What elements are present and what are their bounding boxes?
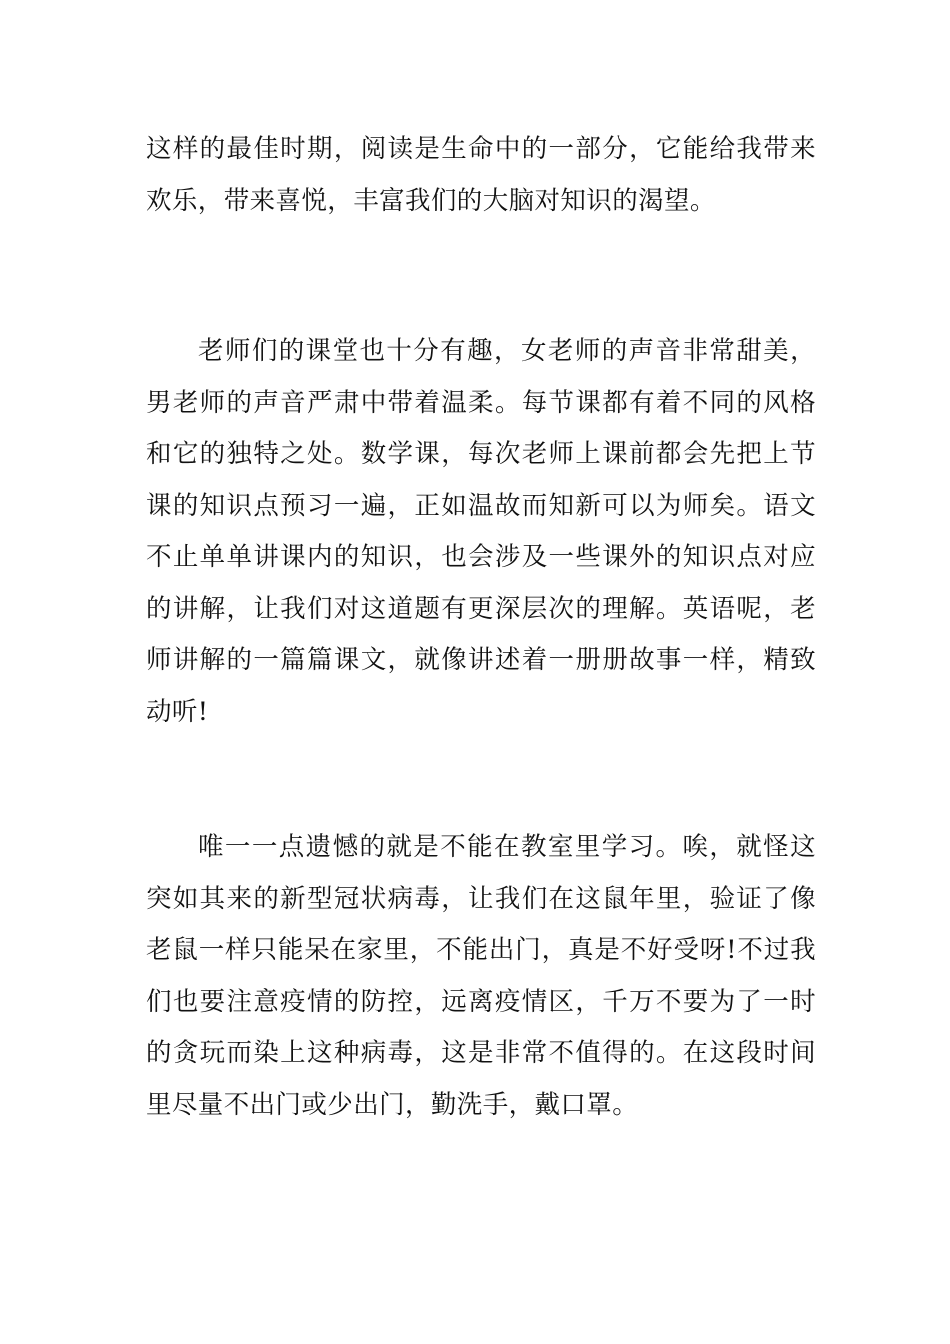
paragraph-classroom: 老师们的课堂也十分有趣，女老师的声音非常甜美，男老师的声音严肃中带着温柔。每节课都有着不同的风格和它的独特之处。数学课，每次老师上课前都会先把上节课的知识点预习一遍，正如温故而知新可以为师矣。语文不止单单讲课内的知识，也会涉及一些课外的知识点对应的讲解，让我们对这道题有更深层次的理解。英语呢，老师讲解的一篇篇课文，就像讲述着一册册故事一样，精致动听!: [146, 336, 816, 727]
paragraph-reading: 这样的最佳时期，阅读是生命中的一部分，它能给我带来欢乐，带来喜悦，丰富我们的大脑对知识的渴望。: [146, 134, 816, 216]
paragraph-epidemic: 唯一一点遗憾的就是不能在教室里学习。唉，就怪这突如其来的新型冠状病毒，让我们在这鼠年里，验证了像老鼠一样只能呆在家里，不能出门，真是不好受呀!不过我们也要注意疫情的防控，远离疫情区，千万不要为了一时的贪玩而染上这种病毒，这是非常不值得的。在这段时间里尽量不出门或少出门，勤洗手，戴口罩。: [146, 832, 816, 1120]
